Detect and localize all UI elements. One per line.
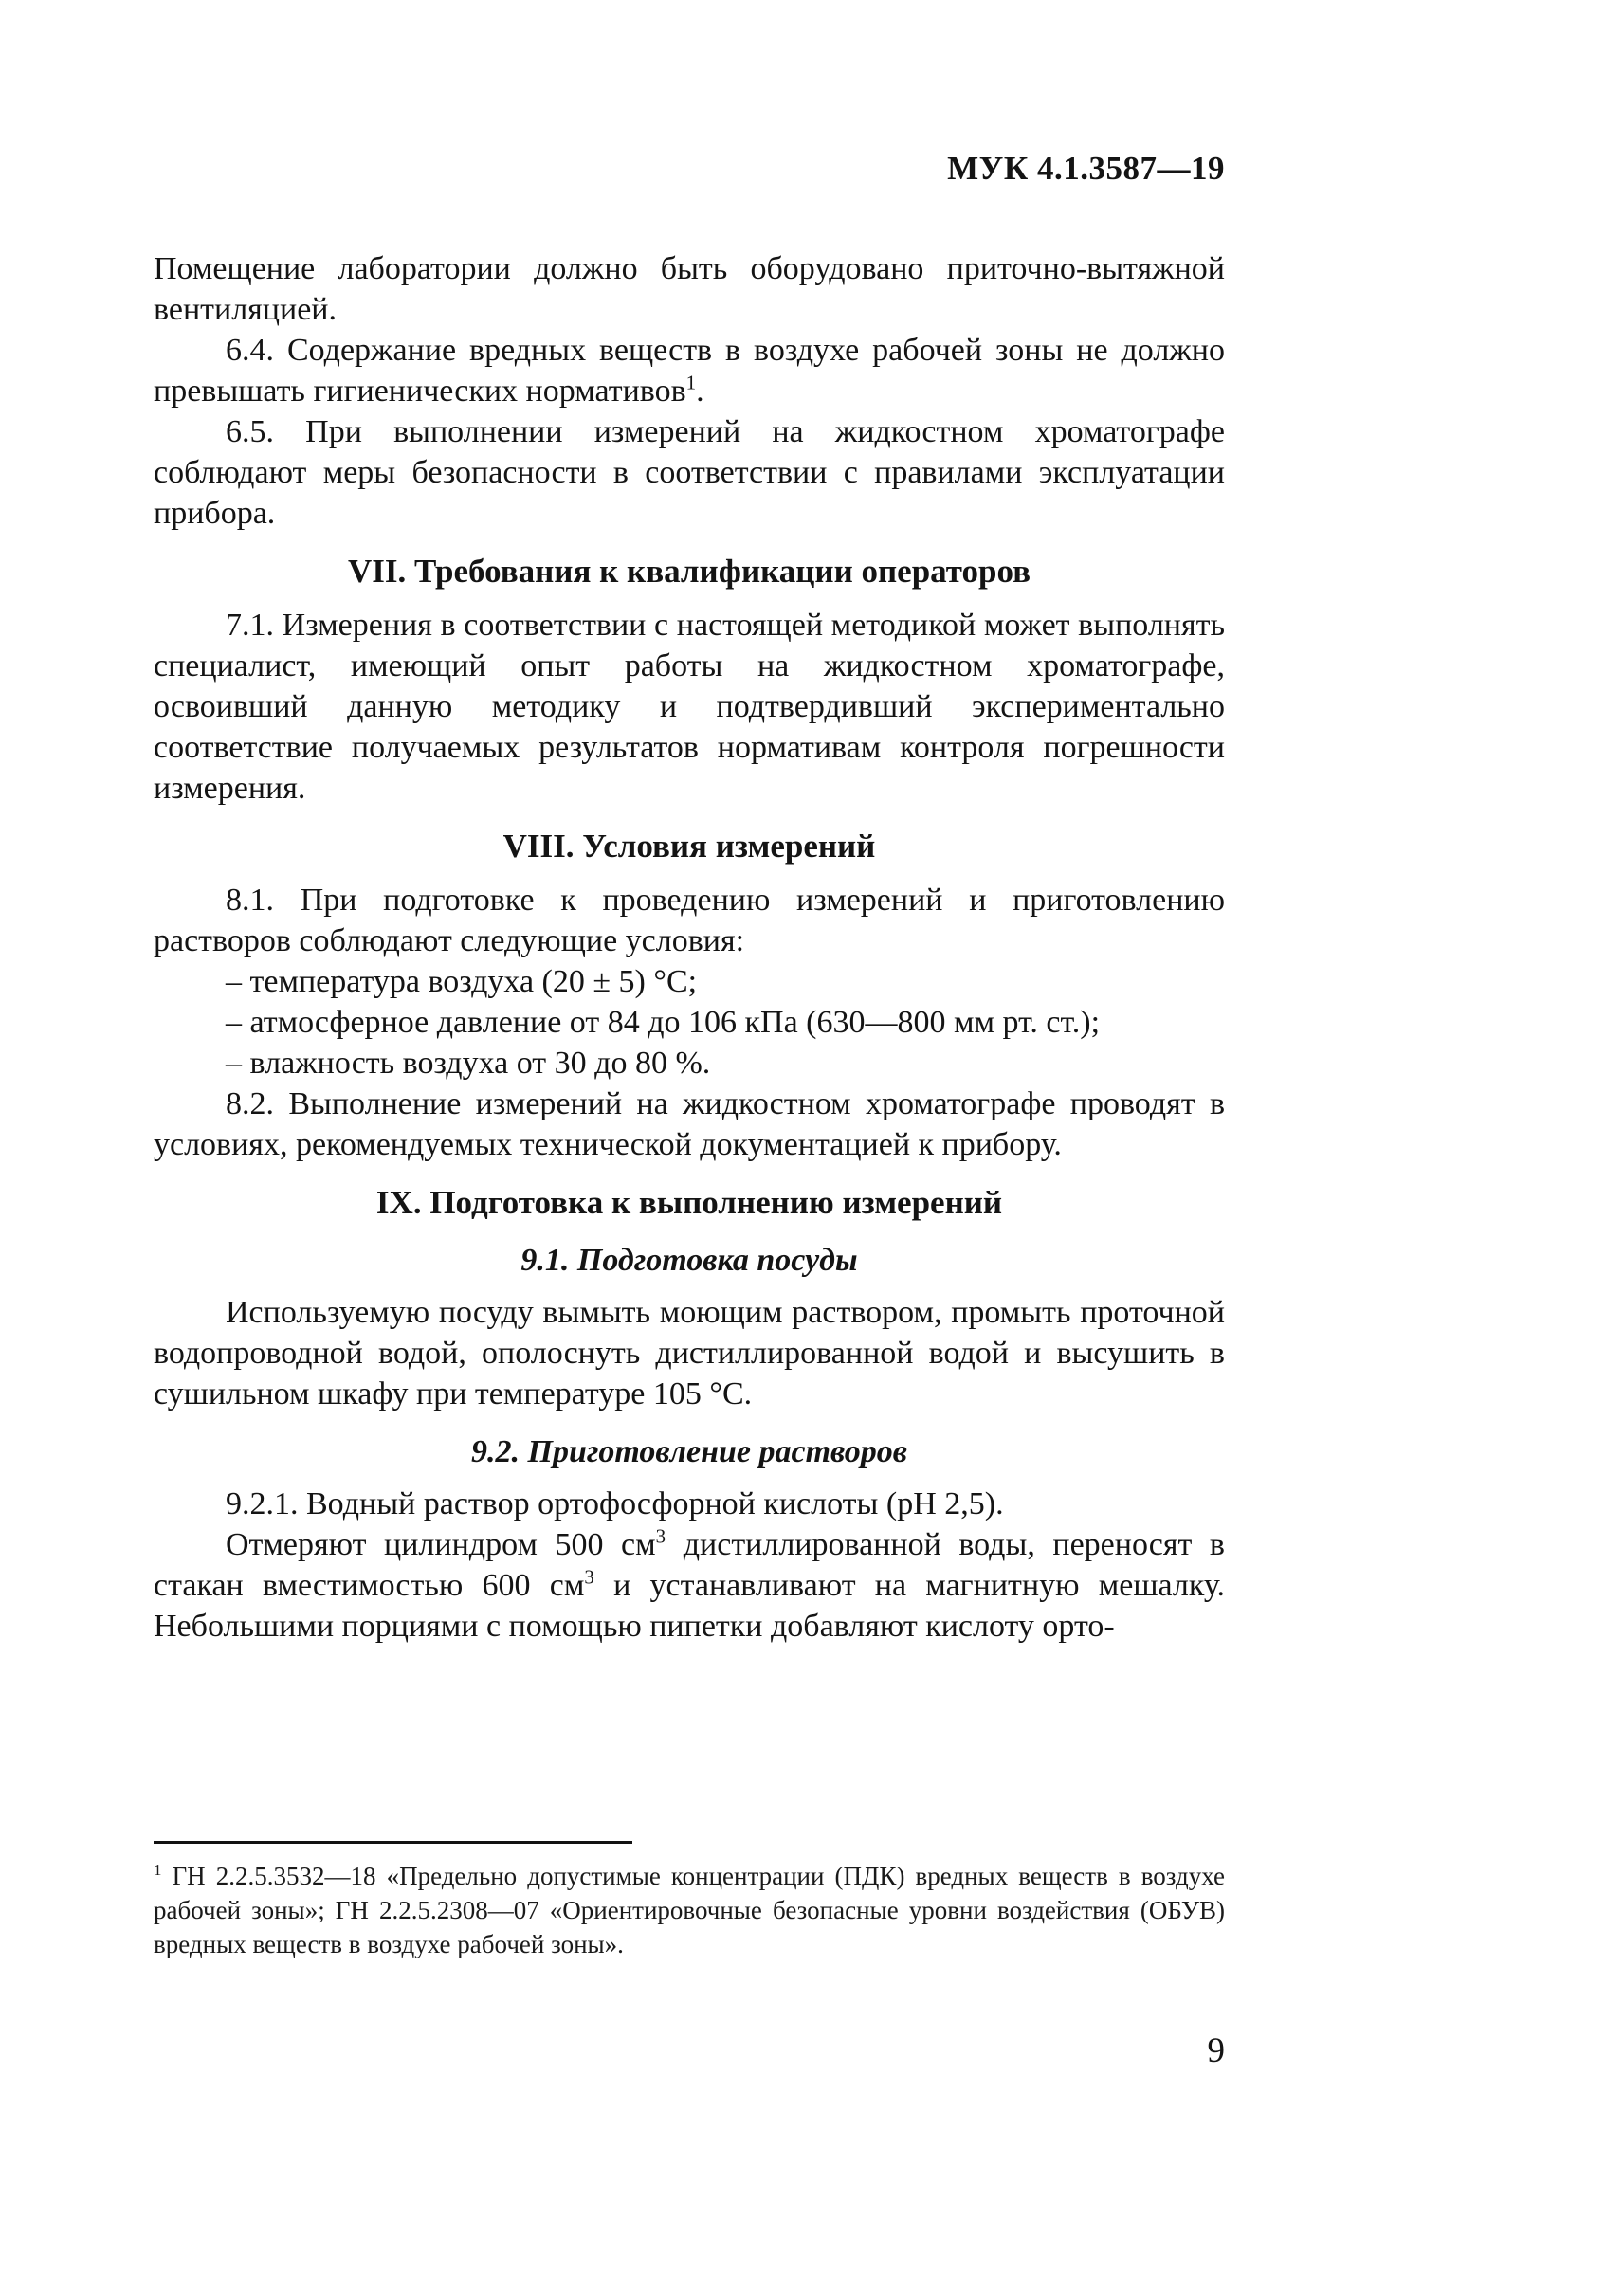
subsection-heading	[154, 1431, 1225, 1472]
paragraph	[154, 1084, 1225, 1165]
text-run: 8.1. При подготовке к проведению измерений и приготовлению растворов соблюдают следующие условия:	[154, 883, 1225, 958]
doc-number: МУК 4.1.3587—19	[947, 150, 1225, 187]
paragraph	[154, 880, 1225, 961]
text-run: 9.1. Подготовка посуды	[520, 1243, 858, 1278]
superscript: 1	[685, 371, 697, 394]
paragraph	[154, 1484, 1225, 1524]
paragraph	[154, 605, 1225, 809]
text-run: Помещение лаборатории должно быть оборудовано приточно-вытяжной вентиляцией.	[154, 251, 1225, 327]
text-run: – атмосферное давление от 84 до 106 кПа (630—800 мм рт. ст.);	[226, 1005, 1101, 1040]
paragraph	[154, 248, 1225, 330]
paragraph	[154, 1043, 1225, 1084]
superscript: 3	[655, 1524, 666, 1548]
text-run: .	[696, 373, 704, 409]
text-run: – влажность воздуха от 30 до 80 %.	[226, 1046, 711, 1081]
paragraph	[154, 330, 1225, 411]
text-run: 9.2. Приготовление растворов	[471, 1434, 907, 1469]
text-run: ГН 2.2.5.3532—18 «Предельно допустимые концентрации (ПДК) вредных веществ в воздухе рабочей зоны»; ГН 2.2.5.2308—07 «Ориентировочные безопасные уровни воздействия (ОБУВ) вредных веществ в воздухе рабочей зоны».	[154, 1862, 1225, 1958]
text-run: VII. Требования к квалификации операторов	[348, 553, 1031, 590]
footnote-text	[154, 1859, 1225, 1961]
section-heading	[154, 551, 1225, 592]
section-heading	[154, 826, 1225, 866]
footnote-divider	[154, 1841, 632, 1844]
subsection-heading	[154, 1240, 1225, 1281]
text-run: и устанавливают на магнитную мешалку. Небольшими порциями с помощью пипетки добавляют кислоту орто-	[154, 1568, 1225, 1644]
paragraph	[154, 1292, 1225, 1414]
text-run: IX. Подготовка к выполнению измерений	[375, 1184, 1003, 1221]
section-heading	[154, 1182, 1225, 1223]
paragraph	[154, 1524, 1225, 1647]
text-run: дистиллированной воды, переносят в стакан вместимостью 600 см	[154, 1527, 1225, 1603]
text-run: Отмеряют цилиндром 500 см	[226, 1527, 656, 1562]
document-body	[154, 248, 1225, 1647]
paragraph	[154, 411, 1225, 534]
footnote-block	[154, 1841, 1225, 1961]
text-run: VIII. Условия измерений	[502, 828, 876, 865]
text-run: 9.2.1. Водный раствор ортофосфорной кислоты (pH 2,5).	[226, 1486, 1004, 1521]
text-run: 8.2. Выполнение измерений на жидкостном хроматографе проводят в условиях, рекомендуемых технической документацией к прибору.	[154, 1086, 1225, 1162]
page-number: 9	[1207, 2031, 1225, 2070]
paragraph	[154, 961, 1225, 1002]
superscript: 3	[584, 1565, 594, 1589]
text-run: Используемую посуду вымыть моющим раствором, промыть проточной водопроводной водой, ополоснуть дистиллированной водой и высушить в сушильном шкафу при температуре 105 °С.	[154, 1295, 1225, 1412]
text-run: 6.5. При выполнении измерений на жидкостном хроматографе соблюдают меры безопасности в соответствии с правилами эксплуатации прибора.	[154, 414, 1225, 531]
text-run: 7.1. Измерения в соответствии с настоящей методикой может выполнять специалист, имеющий опыт работы на жидкостном хроматографе, освоивший данную методику и подтвердивший экспериментально соответствие получаемых результатов нормативам контроля погрешности измерения.	[154, 608, 1225, 806]
paragraph	[154, 1002, 1225, 1043]
superscript: 1	[154, 1861, 162, 1879]
text-run: – температура воздуха (20 ± 5) °С;	[226, 964, 698, 999]
text-run: 6.4. Содержание вредных веществ в воздухе рабочей зоны не должно превышать гигиенических нормативов	[154, 333, 1225, 409]
